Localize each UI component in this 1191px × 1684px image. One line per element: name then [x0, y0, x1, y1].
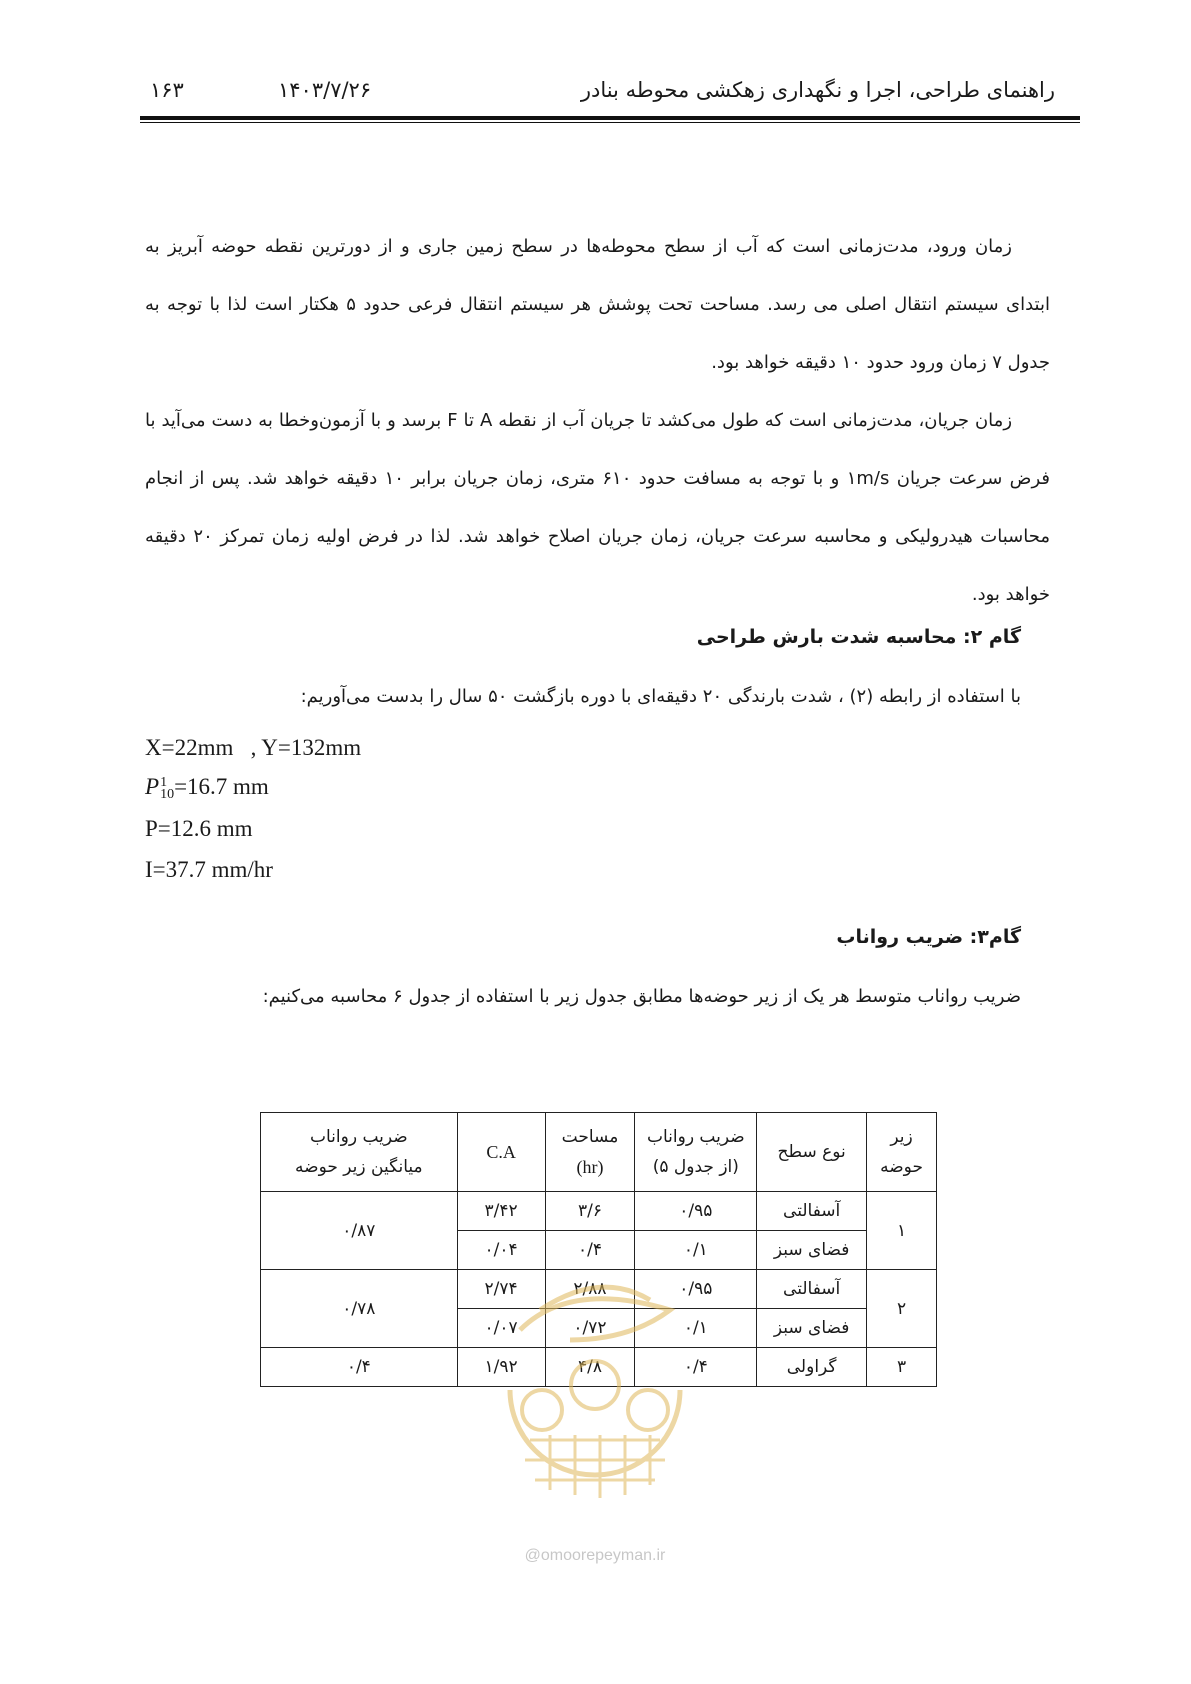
- cell-average: ۰/۸۷: [261, 1192, 458, 1270]
- cell-average: ۰/۴: [261, 1348, 458, 1387]
- cell-surface: آسفالتی: [757, 1192, 867, 1231]
- p-subscript: 10: [160, 786, 175, 802]
- paragraph-entry-time: زمان ورود، مدت‌زمانی است که آب از سطح محوطه‌ها در سطح زمین جاری و از دورترین نقطه حوضه آبریز به ابتدای سیستم انتقال اصلی می رسد. مساحت تحت پوشش هر سیستم انتقال فرعی حدود ۵ هکتار است لذا با توجه به جدول ۷ زمان ورود حدود ۱۰ دقیقه خواهد بود.: [145, 236, 1050, 373]
- paragraph-flow-time: زمان جریان، مدت‌زمانی است که طول می‌کشد تا جریان آب از نقطه A تا F برسد و با آزمون‌وخطا به دست می‌آید با فرض سرعت جریان ۱m/s و با توجه به مسافت حدود ۶۱۰ متری، زمان جریان برابر ۱۰ دقیقه خواهد شد. پس از انجام محاسبات هیدرولیکی و محاسبه سرعت جریان، زمان جریان اصلاح خواهد شد. لذا در فرض اولیه زمان تمرکز ۲۰ دقیقه خواهد بود.: [145, 410, 1050, 605]
- step2-heading: گام ۲: محاسبه شدت بارش طراحی: [696, 626, 1021, 648]
- cell-surface: آسفالتی: [757, 1270, 867, 1309]
- header-area: مساحت (hr): [545, 1113, 635, 1192]
- header-rule-thick: [140, 116, 1080, 120]
- cell-ca: ۳/۴۲: [457, 1192, 545, 1231]
- seal-gear-left: [522, 1390, 562, 1430]
- p-superscript: 1: [160, 774, 168, 790]
- header-ca: C.A: [457, 1113, 545, 1192]
- header-title: راهنمای طراحی، اجرا و نگهداری زهکشی محوطه بنادر: [580, 78, 1055, 102]
- step3-heading: گام۳: ضریب رواناب: [836, 926, 1021, 948]
- cell-surface: فضای سبز: [757, 1231, 867, 1270]
- seal-script-swoosh: [520, 1299, 670, 1340]
- seal-gear-right: [628, 1390, 668, 1430]
- cell-area: ۴/۸: [545, 1348, 635, 1387]
- cell-ca: ۱/۹۲: [457, 1348, 545, 1387]
- equation-xy: X=22mm , Y=132mm: [145, 735, 362, 760]
- header-average-coef: ضریب رواناب میانگین زیر حوضه: [261, 1113, 458, 1192]
- equation-p10: [145, 774, 269, 801]
- step2-intro: با استفاده از رابطه (۲) ، شدت بارندگی ۲۰ دقیقه‌ای با دوره بازگشت ۵۰ سال را بدست می‌آوریم:: [300, 686, 1021, 707]
- page-number: ۱۶۳: [150, 78, 184, 102]
- header-date: ۱۴۰۳/۷/۲۶: [278, 78, 372, 102]
- seal-gear-center: [571, 1361, 619, 1409]
- table-header-row: [261, 1113, 937, 1192]
- body-text: [145, 218, 1050, 624]
- p10-value: =16.7 mm: [174, 774, 269, 799]
- table-row: [261, 1192, 937, 1231]
- step3-intro: ضریب رواناب متوسط هر یک از زیر حوضه‌ها مطابق جدول زیر با استفاده از جدول ۶ محاسبه می‌کنیم:: [262, 986, 1021, 1007]
- cell-ca: ۰/۰۴: [457, 1231, 545, 1270]
- header-runoff-coef: ضریب رواناب (از جدول ۵): [635, 1113, 757, 1192]
- cell-coef: ۰/۹۵: [635, 1270, 757, 1309]
- cell-area: ۳/۶: [545, 1192, 635, 1231]
- watermark-url: @omoorepeyman.ir: [524, 1547, 666, 1564]
- cell-ca: ۰/۰۷: [457, 1309, 545, 1348]
- cell-coef: ۰/۹۵: [635, 1192, 757, 1231]
- cell-basin: ۲: [867, 1270, 937, 1348]
- header-rule-thin: [140, 122, 1080, 123]
- cell-coef: ۰/۱: [635, 1231, 757, 1270]
- cell-surface: گراولی: [757, 1348, 867, 1387]
- watermark-seal-icon: [480, 1270, 710, 1570]
- cell-coef: ۰/۴: [635, 1348, 757, 1387]
- cell-basin: ۳: [867, 1348, 937, 1387]
- cell-area: ۰/۴: [545, 1231, 635, 1270]
- equation-p: P=12.6 mm: [145, 816, 253, 841]
- cell-average: ۰/۷۸: [261, 1270, 458, 1348]
- seal-ring: [510, 1390, 680, 1475]
- p-symbol: P: [145, 774, 160, 799]
- header-surface-type: نوع سطح: [757, 1113, 867, 1192]
- cell-area: ۰/۷۲: [545, 1309, 635, 1348]
- cell-surface: فضای سبز: [757, 1309, 867, 1348]
- cell-coef: ۰/۱: [635, 1309, 757, 1348]
- cell-ca: ۲/۷۴: [457, 1270, 545, 1309]
- cell-area: ۲/۸۸: [545, 1270, 635, 1309]
- equation-i: I=37.7 mm/hr: [145, 857, 273, 882]
- header-sub-basin: زیر حوضه: [867, 1113, 937, 1192]
- cell-basin: ۱: [867, 1192, 937, 1270]
